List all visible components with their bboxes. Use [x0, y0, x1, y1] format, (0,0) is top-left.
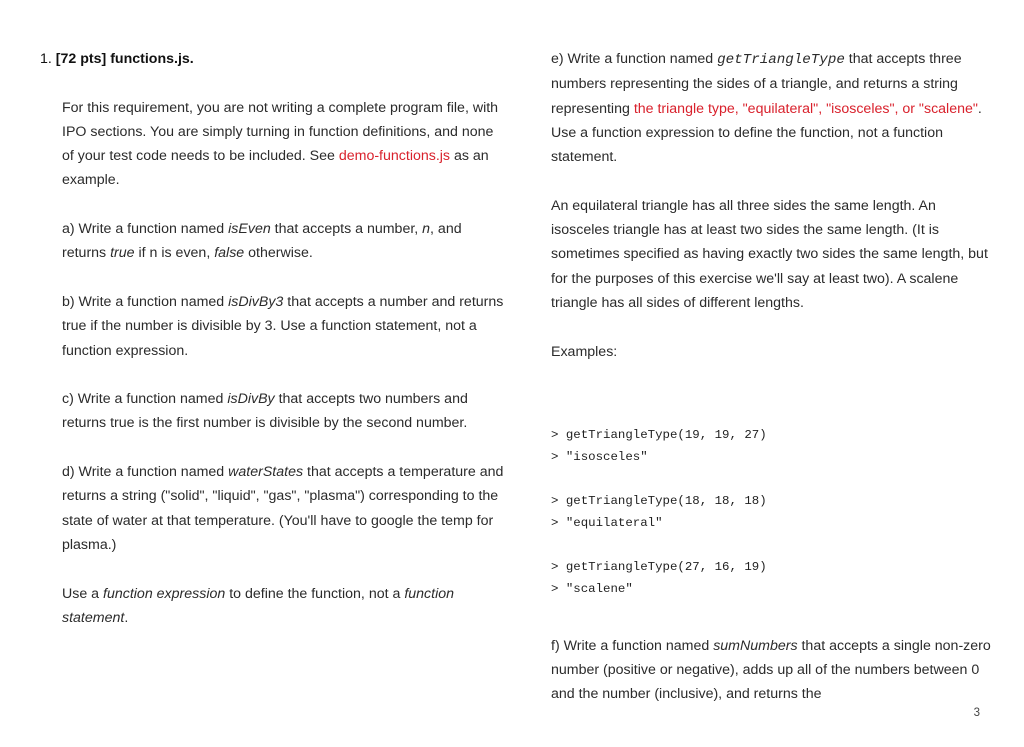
triangle-definitions-paragraph: An equilateral triangle has all three sides the same length. An isosceles triangle has at least two sides the same length. (It is sometimes specified as having exactly two sides the same length, but for the purposes of this exercise we'll say at least two). A scalene triangle has all sides of different lengths.: [551, 197, 988, 311]
part-f-paragraph: f) Write a function named sumNumbers that accepts a single non-zero number (positive or negative), adds up all of the numbers between 0 and the number (inclusive), and returns the: [551, 637, 991, 703]
fn-is-even: isEven: [228, 221, 271, 238]
question-number: 1.: [40, 51, 52, 67]
example-3-result: > "scalene": [551, 581, 633, 596]
example-1-result: > "isosceles": [551, 449, 648, 464]
fn-is-div-by: isDivBy: [227, 391, 275, 408]
fn-is-div-by-3: isDivBy3: [228, 293, 284, 310]
demo-functions-link[interactable]: demo-functions.js: [338, 148, 451, 165]
example-2: [551, 490, 991, 534]
example-1-call: > getTriangleType(19, 19, 27): [551, 427, 767, 442]
question-title: [72 pts] functions.js.: [55, 51, 194, 67]
triangle-types-highlight: the triangle type, "equilateral", "isosceles", or "scalene": [633, 100, 978, 117]
left-column: [40, 47, 505, 630]
fn-sum-numbers: sumNumbers: [713, 637, 798, 654]
use-expression-paragraph: Use a function expression to define the function, not a function statement.: [62, 585, 455, 626]
example-2-call: > getTriangleType(18, 18, 18): [551, 493, 767, 508]
page-number: 3: [973, 707, 980, 719]
part-c-paragraph: c) Write a function named isDivBy that accepts two numbers and returns true is the first number is divisible by the second number.: [62, 391, 468, 432]
example-3-call: > getTriangleType(27, 16, 19): [551, 559, 767, 574]
part-e-paragraph: e) Write a function named getTriangleType that accepts three numbers representing the sides of a triangle, and returns a string representing the triangle type, "equilateral", "isosceles", or "scalene". Use a function expression to define the function, not a function statement.: [551, 51, 982, 166]
right-column: [551, 47, 991, 707]
example-1: [551, 424, 991, 468]
part-b-paragraph: b) Write a function named isDivBy3 that accepts a number and returns true if the number is divisible by 3. Use a function statement, not a function expression.: [62, 293, 504, 359]
left-body: [40, 96, 505, 631]
part-a-paragraph: a) Write a function named isEven that accepts a number, n, and returns true if n is even, false otherwise.: [62, 221, 462, 262]
example-2-result: > "equilateral": [551, 515, 663, 530]
fn-water-states: waterStates: [228, 464, 304, 481]
part-d-paragraph: d) Write a function named waterStates that accepts a temperature and returns a string ("solid", "liquid", "gas", "plasma") corresponding to the state of water at that temperature. (You'll have to google the temp for plasma.): [62, 464, 504, 553]
example-3: [551, 556, 991, 600]
intro-paragraph: For this requirement, you are not writing a complete program file, with IPO sections. You are simply turning in function definitions, and none of your test code needs to be included. See demo-functions.js as an example.: [62, 99, 499, 189]
fn-get-triangle-type: getTriangleType: [717, 52, 845, 68]
examples-label: Examples:: [551, 343, 618, 360]
question-heading: [40, 47, 505, 71]
